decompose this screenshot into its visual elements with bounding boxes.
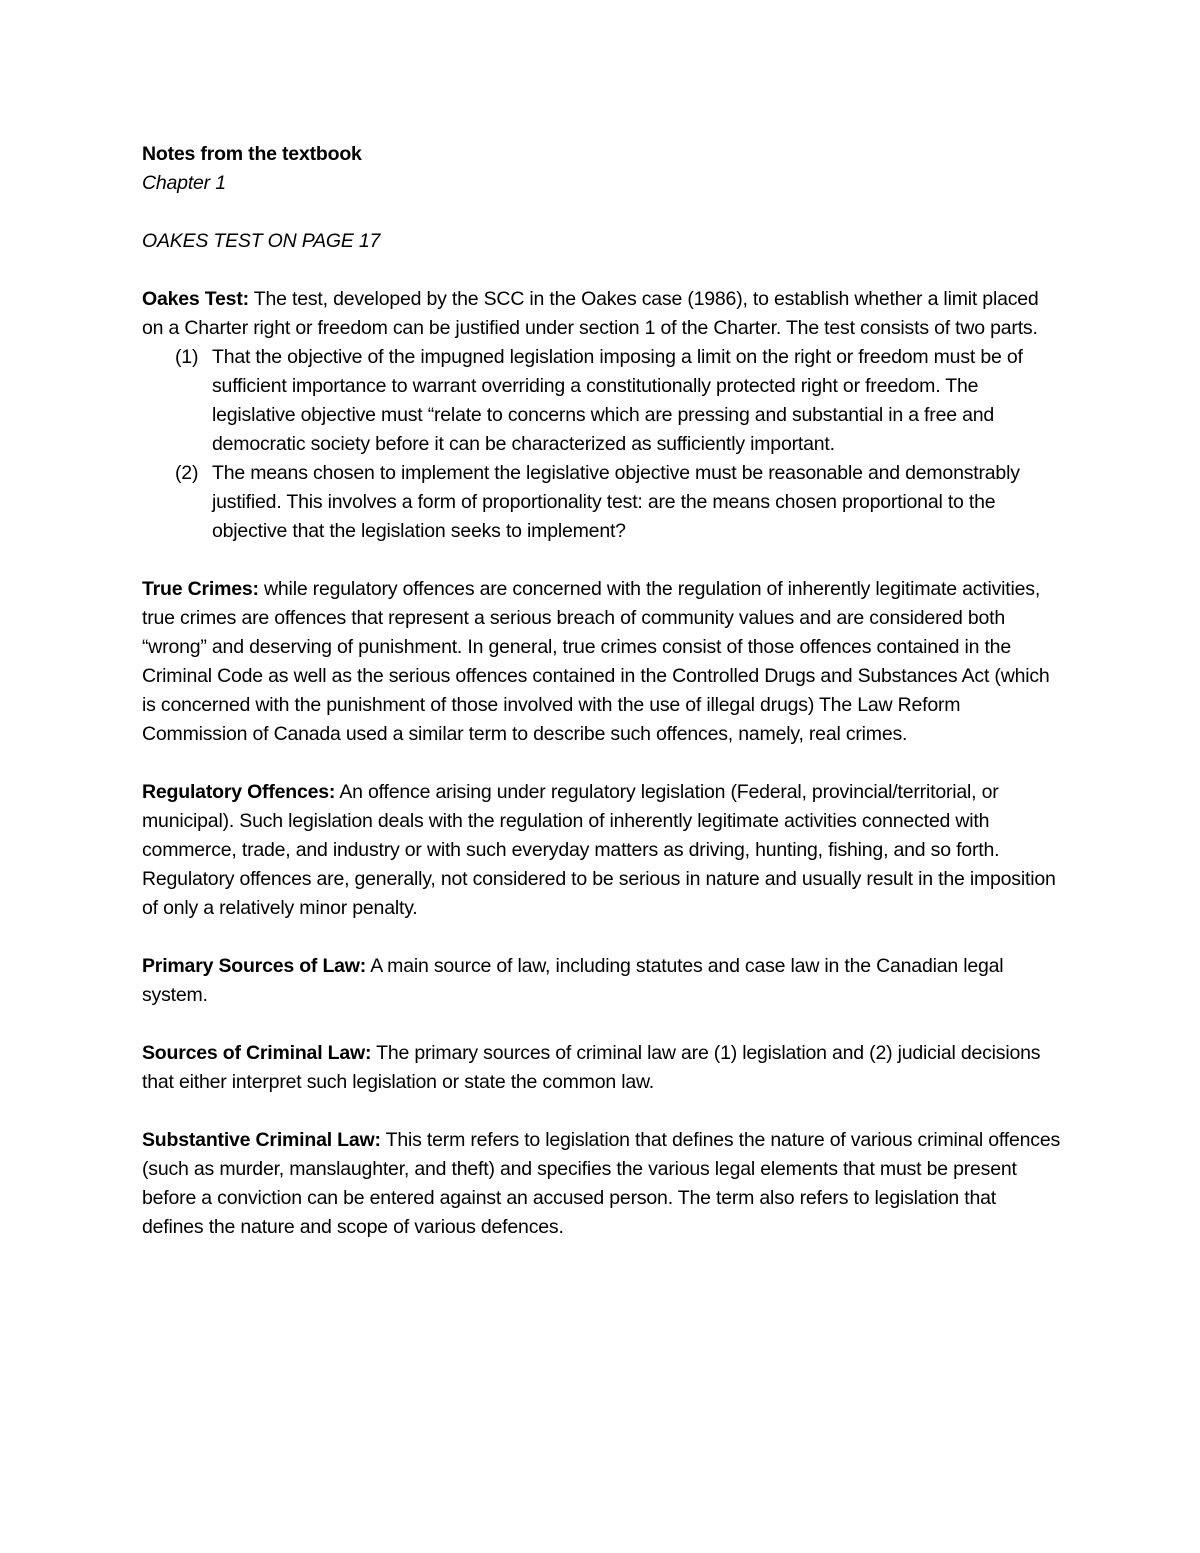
regulatory-offences-definition [142, 778, 1062, 923]
primary-sources-term: Primary Sources of Law: [142, 955, 367, 977]
document-page [142, 140, 1062, 1242]
true-crimes-term: True Crimes: [142, 578, 259, 600]
oakes-test-text: The test, developed by the SCC in the Oakes case (1986), to establish whether a limit placed on a Charter right or freedom can be justified under section 1 of the Charter. The test consists of two parts. [142, 288, 1039, 339]
primary-sources-definition [142, 952, 1062, 1010]
substantive-criminal-law-definition [142, 1126, 1062, 1242]
oakes-test-definition [142, 285, 1062, 343]
spacer [142, 198, 1062, 227]
list-item-text: That the objective of the impugned legislation imposing a limit on the right or freedom must be of sufficient importance to warrant overriding a constitutionally protected right or freedom. The legislative objective must “relate to concerns which are pressing and substantial in a free and democratic society before it can be characterized as sufficiently important. [212, 346, 1023, 455]
spacer [142, 1010, 1062, 1039]
document-title: Notes from the textbook [142, 143, 362, 165]
oakes-page-reference: OAKES TEST ON PAGE 17 [142, 230, 381, 252]
regulatory-offences-text: An offence arising under regulatory legislation (Federal, provincial/territorial, or municipal). Such legislation deals with the regulation of inherently legitimate activities connected with commerce, trade, and industry or with such everyday matters as driving, hunting, fishing, and so forth. Regulatory offences are, generally, not considered to be serious in nature and usually result in the imposition of only a relatively minor penalty. [142, 781, 1056, 919]
list-item-number: (2) [175, 462, 199, 484]
spacer [142, 1097, 1062, 1126]
list-item [142, 343, 1062, 459]
list-item [142, 459, 1062, 546]
oakes-test-parts-list [142, 343, 1062, 546]
true-crimes-definition [142, 575, 1062, 749]
chapter-label: Chapter 1 [142, 172, 226, 194]
regulatory-offences-term: Regulatory Offences: [142, 781, 336, 803]
primary-sources-text: A main source of law, including statutes and case law in the Canadian legal system. [142, 955, 1004, 1006]
substantive-criminal-law-term: Substantive Criminal Law: [142, 1129, 381, 1151]
list-item-text: The means chosen to implement the legislative objective must be reasonable and demonstrably justified. This involves a form of proportionality test: are the means chosen proportional to the objective that the legislation seeks to implement? [212, 462, 1020, 542]
spacer [142, 749, 1062, 778]
substantive-criminal-law-text: This term refers to legislation that defines the nature of various criminal offences (such as murder, manslaughter, and theft) and specifies the various legal elements that must be present before a conviction can be entered against an accused person. The term also refers to legislation that defines the nature and scope of various defences. [142, 1129, 1061, 1238]
sources-criminal-law-text: The primary sources of criminal law are (1) legislation and (2) judicial decisions that either interpret such legislation or state the common law. [142, 1042, 1041, 1093]
oakes-test-term: Oakes Test: [142, 288, 249, 310]
sources-criminal-law-term: Sources of Criminal Law: [142, 1042, 372, 1064]
true-crimes-text: while regulatory offences are concerned with the regulation of inherently legitimate activities, true crimes are offences that represent a serious breach of community values and are considered both “wrong” and deserving of punishment. In general, true crimes consist of those offences contained in the Criminal Code as well as the serious offences contained in the Controlled Drugs and Substances Act (which is concerned with the punishment of those involved with the use of illegal drugs) The Law Reform Commission of Canada used a similar term to describe such offences, namely, real crimes. [142, 578, 1050, 745]
spacer [142, 256, 1062, 285]
list-item-number: (1) [175, 346, 199, 368]
sources-criminal-law-definition [142, 1039, 1062, 1097]
spacer [142, 923, 1062, 952]
spacer [142, 546, 1062, 575]
